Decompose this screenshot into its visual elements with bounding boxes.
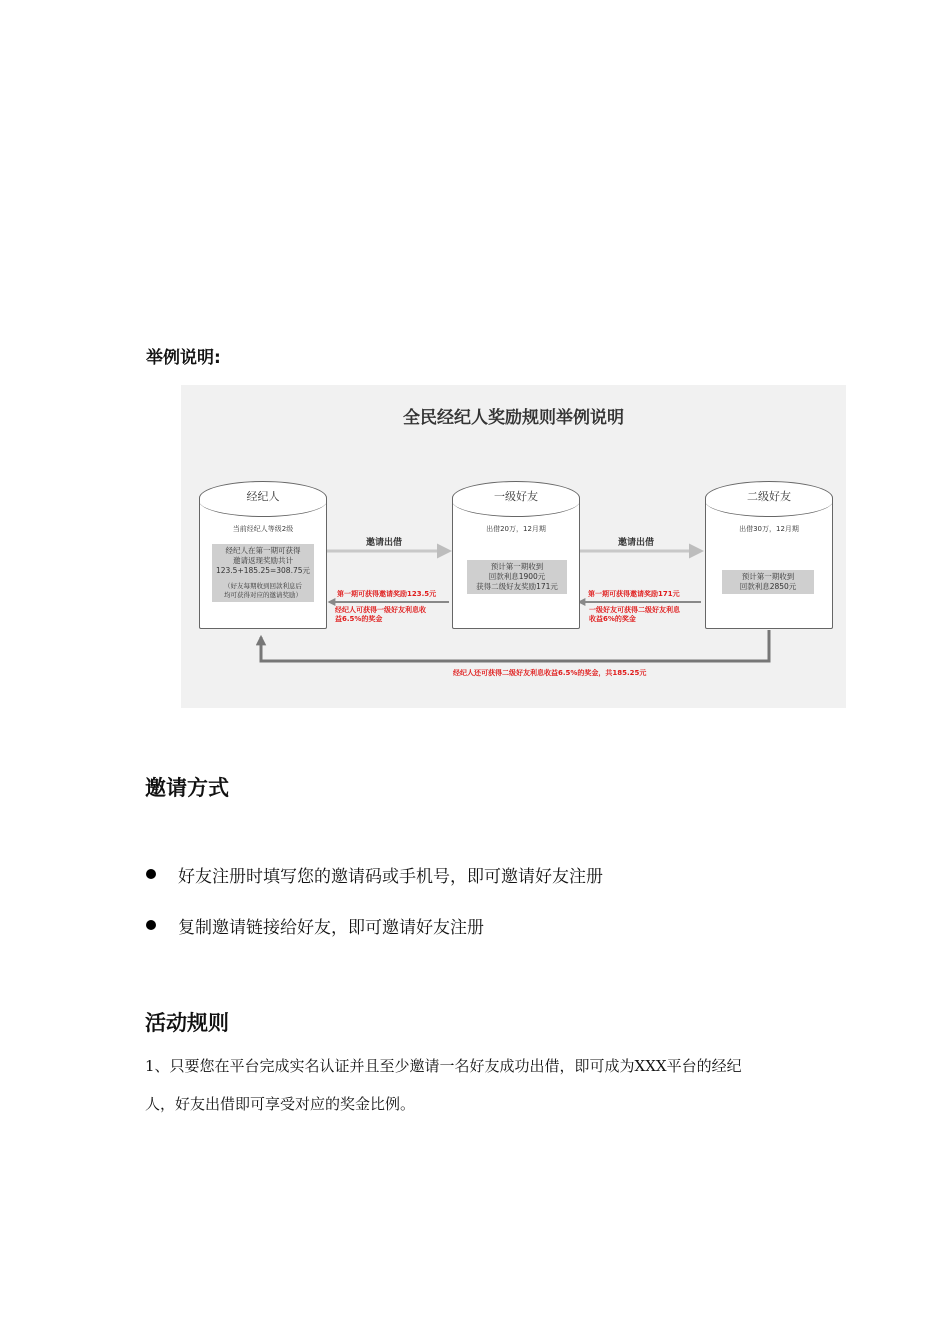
red-note-bottom: 经纪人还可获得二级好友利息收益6.5%的奖金，共185.25元 <box>453 669 647 677</box>
friend2-box: 预计第一期收到 回款利息2850元 <box>722 570 814 594</box>
friend1-loan: 出借20万，12月期 <box>486 525 546 533</box>
diagram-title: 全民经纪人奖励规则举例说明 <box>403 408 624 428</box>
red-note-1b: 经纪人可获得一级好友利息收 益6.5%的奖金 <box>335 606 426 623</box>
friend2-loan: 出借30万，12月期 <box>739 525 799 533</box>
friend1-box: 预计第一期收到 回款利息1900元 获得二级好友奖励171元 <box>467 560 567 594</box>
friend2-label: 二级好友 <box>747 490 791 503</box>
agent-cylinder <box>199 481 327 629</box>
example-heading: 举例说明: <box>146 348 221 368</box>
invite-label-1: 邀请出借 <box>366 538 403 548</box>
agent-reward-box: 经纪人在第一期可获得 邀请返现奖励共计 123.5+185.25=308.75元 （好友每期收到回款利息后 均可获得对应的邀请奖励） <box>212 544 314 602</box>
red-note-2a: 第一期可获得邀请奖励171元 <box>588 590 680 598</box>
rules-para-line-2: 人，好友出借即可享受对应的奖金比例。 <box>145 1095 416 1113</box>
invite-label-2: 邀请出借 <box>618 538 655 548</box>
bullet-icon <box>146 920 156 930</box>
friend1-label: 一级好友 <box>494 490 538 503</box>
friend2-cylinder <box>705 481 833 629</box>
red-note-1a: 第一期可获得邀请奖励123.5元 <box>337 590 437 598</box>
friend1-cylinder <box>452 481 580 629</box>
bullet-icon <box>146 869 156 879</box>
red-note-2b: 一级好友可获得二级好友利息 收益6%的奖金 <box>589 606 680 623</box>
rules-heading: 活动规则 <box>145 1011 229 1035</box>
rules-para-line-1: 1、只要您在平台完成实名认证并且至少邀请一名好友成功出借，即可成为XXX平台的经纪 <box>145 1057 742 1075</box>
reward-diagram <box>181 385 846 708</box>
bottom-return-arrow <box>261 630 769 661</box>
invite-heading: 邀请方式 <box>145 776 229 800</box>
agent-label: 经纪人 <box>246 490 280 503</box>
agent-level: 当前经纪人等级2级 <box>232 525 294 533</box>
